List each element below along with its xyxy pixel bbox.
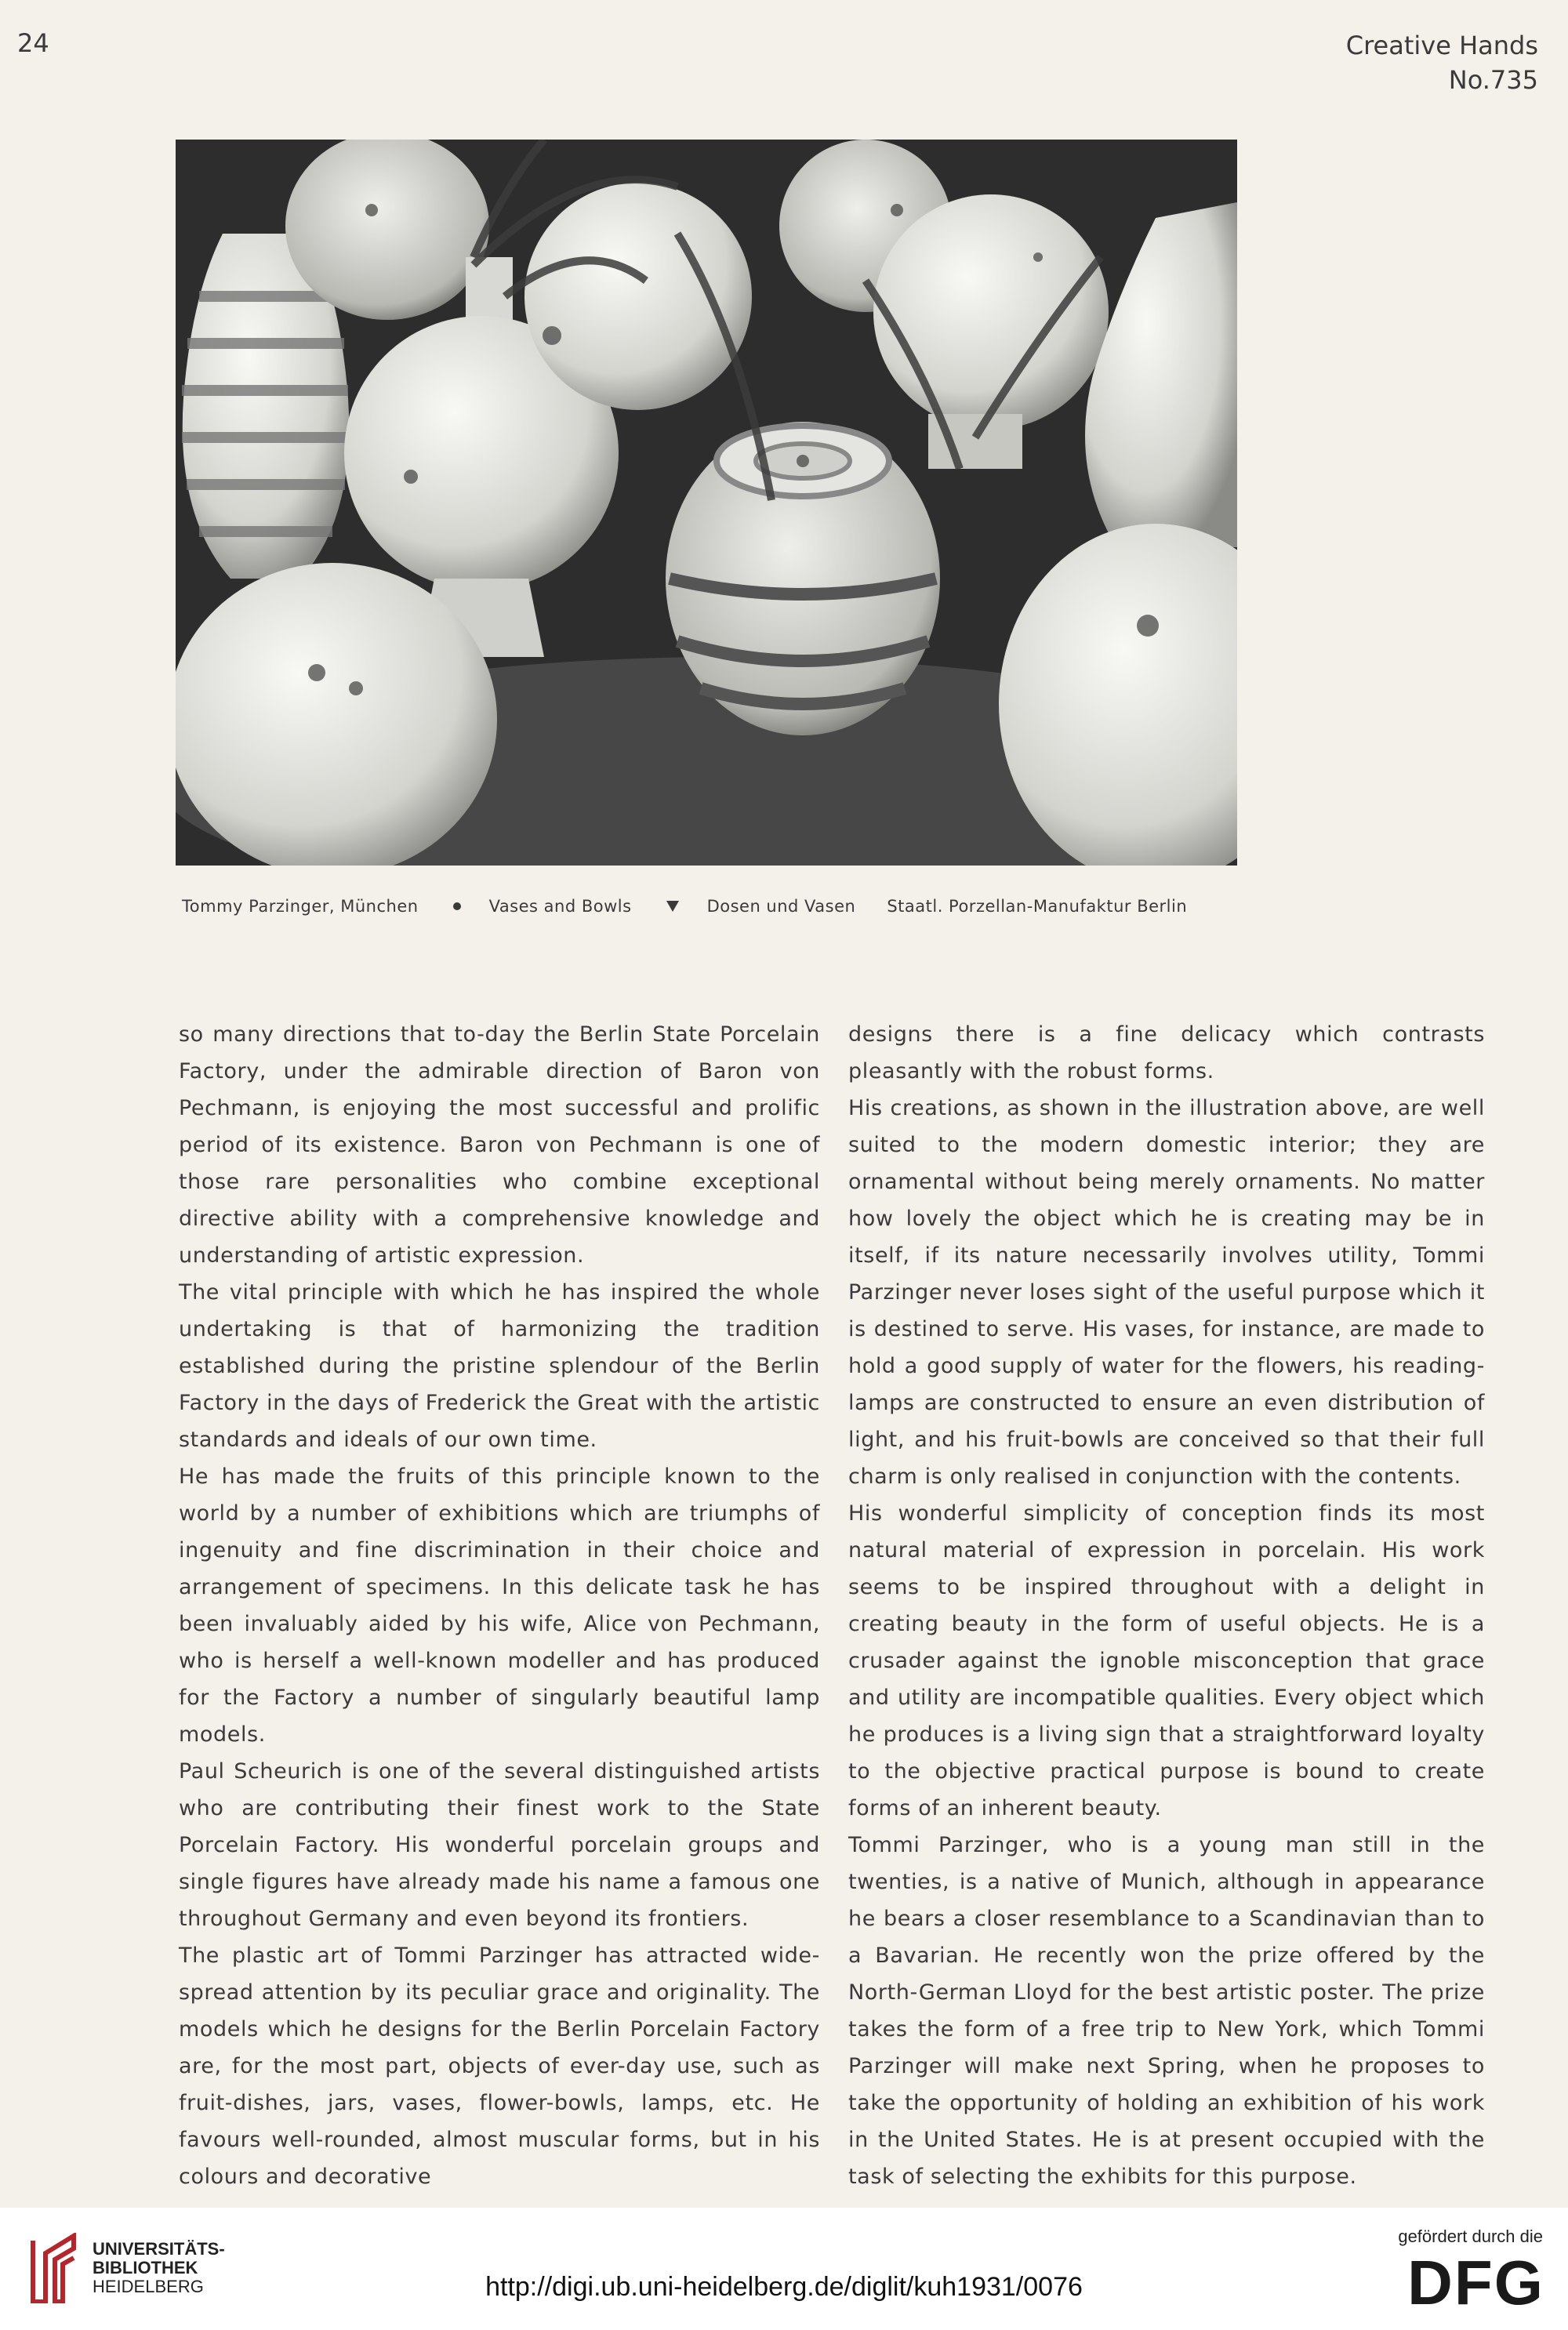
page-number: 24	[17, 28, 49, 58]
caption-german: Dosen und Vasen	[706, 897, 856, 916]
footer-bar	[0, 2208, 1568, 2330]
photo-caption	[182, 897, 1279, 916]
paragraph: The vital principle with which he has inspired the whole undertaking is that of harmonizing the tradition established during the pristine splendour of the Berlin Factory in the days of Frederick the Great with the artistic standards and ideals of our own time.	[179, 1280, 820, 1452]
paragraph: The plastic art of Tommi Parzinger has attracted wide-spread attention by its peculiar grace and originality. The models which he designs for the Berlin Porcelain Factory are, for the most part, objects of ever-day use, such as fruit-dishes, jars, vases, flower-bowls, lamps, etc. He favours well-rounded, almost muscular forms, but in his colours and decorative	[179, 1943, 820, 2189]
running-head	[1346, 28, 1538, 97]
issue-number: No.735	[1448, 65, 1538, 95]
caption-english: Vases and Bowls	[488, 897, 632, 916]
caption-artist: Tommy Parzinger, München	[182, 897, 419, 916]
photo-illustration	[176, 140, 1237, 866]
left-column	[179, 1016, 820, 2195]
paragraph: Tommi Parzinger, who is a young man still in the twenties, is a native of Munich, although in appearance he bears a closer resemblance to a Scandinavian than to a Bavarian. He recently won the prize offered by the North-German Lloyd for the best artistic poster. The prize takes the form of a free trip to New York, which Tommi Parzinger will make next Spring, when he proposes to take the opportunity of holding an exhibition of his work in the United States. He is at present occupied with the task of selecting the exhibits for this purpose.	[848, 1833, 1485, 2189]
library-line: UNIVERSITÄTS-	[93, 2239, 225, 2259]
triangle-down-icon	[666, 901, 679, 912]
paragraph: Paul Scheurich is one of the several distinguished artists who are contributing their finest work to the State Porcelain Factory. His wonderful porcelain groups and single figures have already made his name a famous one throughout Germany and even beyond its frontiers.	[179, 1759, 820, 1931]
paragraph: He has made the fruits of this principle known to the world by a number of exhibitions which are triumphs of ingenuity and fine discrimination in their choice and arrangement of specimens. In this delicate task he has been invaluably aided by his wife, Alice von Pechmann, who is herself a well-known modeller and has produced for the Factory a number of singularly beautiful lamp models.	[179, 1464, 820, 1747]
paragraph: His wonderful simplicity of conception finds its most natural material of expression in porcelain. His work seems to be inspired throughout with a delight in creating beauty in the form of useful objects. He is a crusader against the ignoble misconception that grace and utility are incompatible qualities. Every object which he produces is a living sign that a straightforward loyalty to the objective practical purpose is bound to create forms of an inherent beauty.	[848, 1501, 1485, 1820]
paragraph: so many directions that to-day the Berlin State Porcelain Factory, under the admirable direction of Baron von Pechmann, is enjoying the most successful and prolific period of its existence. Baron von Pechmann is one of those rare personalities who combine exceptional directive ability with a comprehensive knowledge and understanding of artistic expression.	[179, 1022, 820, 1268]
funding-note: gefördert durch die	[1398, 2227, 1543, 2246]
source-url[interactable]: http://digi.ub.uni-heidelberg.de/diglit/kuh1931/0076	[485, 2272, 1083, 2302]
library-line: BIBLIOTHEK	[93, 2258, 198, 2277]
caption-maker: Staatl. Porzellan-Manufaktur Berlin	[887, 897, 1188, 916]
paragraph: His creations, as shown in the illustration above, are well suited to the modern domestic interior; they are ornamental without being merely ornaments. No matter how lovely the object which he is creating may be in itself, if its nature necessarily involves utility, Tommi Parzinger never loses sight of the useful purpose which it is destined to serve. His vases, for instance, are made to hold a good supply of water for the flowers, his reading-lamps are constructed to ensure an even distribution of light, and his fruit-bowls are conceived so that their full charm is only realised in conjunction with the contents.	[848, 1096, 1485, 1489]
porcelain-photo	[176, 140, 1237, 866]
library-line: HEIDELBERG	[93, 2277, 204, 2296]
publication-title: Creative Hands	[1345, 31, 1538, 60]
right-column	[848, 1016, 1485, 2195]
paragraph: designs there is a fine delicacy which contrasts pleasantly with the robust forms.	[848, 1022, 1485, 1083]
dfg-logo[interactable]: DFG	[1407, 2248, 1544, 2317]
striped-bowl	[666, 422, 940, 735]
bullet-dot-icon	[453, 902, 461, 910]
